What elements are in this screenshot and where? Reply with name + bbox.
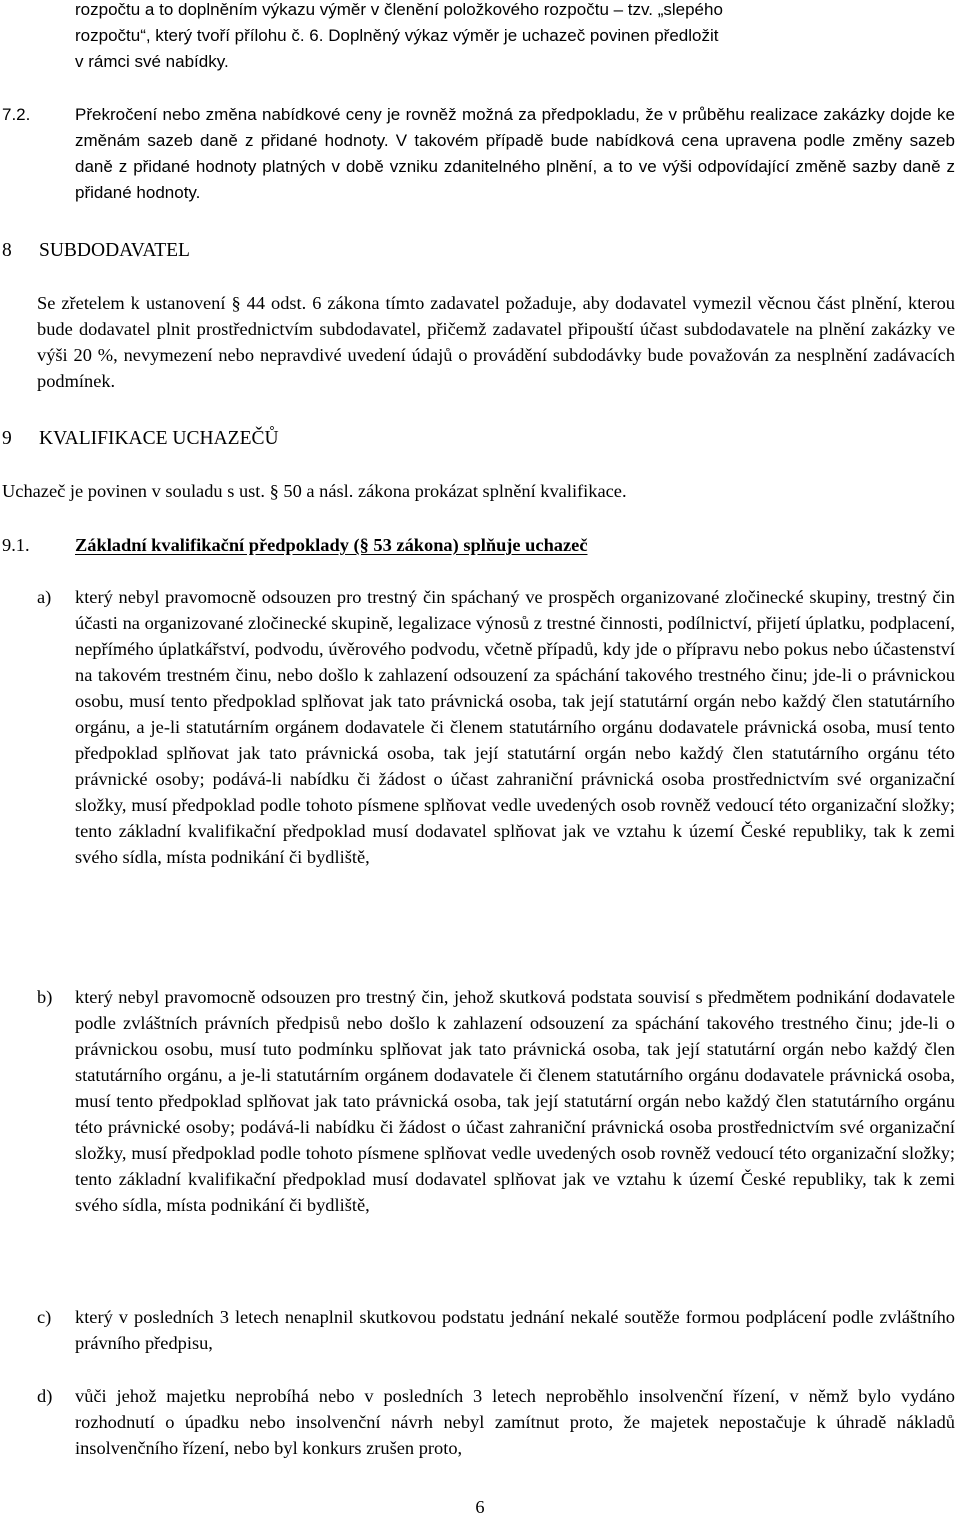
page-number: 6 [475,1497,485,1517]
item-d-label: d) [37,1386,53,1406]
intro-line-2: rozpočtu“, který tvoří přílohu č. 6. Doplněný výkaz výměr je uchazeč povinen předložit [75,26,719,45]
item-9-1-heading [2,532,587,558]
item-b-label: b) [37,987,53,1007]
intro-line-3: v rámci své nabídky. [75,52,229,71]
item-b-text: který nebyl pravomocně odsouzen pro trestný čin, jehož skutková podstata souvisí s předmětem podnikání dodavatele podle zvláštních právních předpisů nebo došlo k zahlazení odsouzení za spáchání takového trestného činu; jde-li o právnickou osobu, musí tuto podmínku splňovat jak tato právnická osoba, tak její statutární orgán nebo každý člen statutárního orgánu, a je-li statutárním orgánem dodavatele či členem statutárního orgánu dodavatele právnická osoba, musí tento předpoklad splňovat jak tato právnická osoba, tak její statutární orgán nebo každý člen statutárního orgánu této právnické osoby; podává-li nabídku či žádost o účast zahraniční právnická osoba prostřednictvím své organizační složky, musí předpoklad podle tohoto písmene splňovat vedle uvedených osob rovněž vedoucí této organizační složky; tento základní kvalifikační předpoklad musí dodavatel splňovat jak ve vztahu k území České republiky, tak k zemi svého sídla, místa podnikání či bydliště, [75,987,955,1215]
item-9-1-title: Základní kvalifikační předpoklady (§ 53 zákona) splňuje uchazeč [75,535,588,555]
intro-continuation-paragraph [75,0,955,23]
section-9-number: 9 [2,428,12,449]
item-9-1-number: 9.1. [2,535,30,555]
item-a-text: který nebyl pravomocně odsouzen pro trestný čin spáchaný ve prospěch organizované zločinecké skupiny, trestný čin účasti na organizované zločinecké skupině, legalizace výnosů z trestné činnosti, podílnictví, přijetí úplatku, podplacení, nepřímého úplatkářství, podvodu, úvěrového podvodu, včetně případů, kdy jde o přípravu nebo pokus nebo účastenství na takovém trestném činu, nebo došlo k zahlazení odsouzení za spáchání takového trestného činu; jde-li o právnickou osobu, musí tento předpoklad splňovat jak tato právnická osoba, tak její statutární orgán nebo každý člen statutárního orgánu, a je-li statutárním orgánem dodavatele či členem statutárního orgánu dodavatele právnická osoba, musí tento předpoklad splňovat jak tato právnická osoba, tak její statutární orgán nebo každý člen statutárního orgánu této právnické osoby; podává-li nabídku či žádost o účast zahraniční právnická osoba prostřednictvím své organizační složky, musí předpoklad podle tohoto písmene splňovat vedle uvedených osob rovněž vedoucí této organizační složky; tento základní kvalifikační předpoklad musí dodavatel splňovat jak ve vztahu k území České republiky, tak k zemi svého sídla, místa podnikání či bydliště, [75,587,955,867]
section-9-title: KVALIFIKACE UCHAZEČŮ [39,428,279,449]
section-8-title: SUBDODAVATEL [39,240,190,261]
section-9-text: Uchazeč je povinen v souladu s ust. § 50 a násl. zákona prokázat splnění kvalifikace. [2,481,627,501]
item-d-text: vůči jehož majetku neprobíhá nebo v posledních 3 letech neproběhlo insolvenční řízení, v němž bylo vydáno rozhodnutí o úpadku nebo insolvenční návrh nebyl zamítnut proto, že majetek nepostačuje k úhradě nákladů insolvenčního řízení, nebo byl konkurs zrušen proto, [75,1386,955,1458]
item-c-label: c) [37,1307,52,1327]
section-8-number: 8 [2,240,12,261]
section-9-heading [2,426,279,452]
text-line: rozpočtu a to doplněním výkazu výměr v členění položkového rozpočtu – tzv. „slepého [75,0,723,19]
item-c-text: který v posledních 3 letech nenaplnil skutkovou podstatu jednání nekalé soutěže formou podplácení podle zvláštního právního předpisu, [75,1307,955,1353]
section-8-heading [2,238,190,264]
section-8-text: Se zřetelem k ustanovení § 44 odst. 6 zákona tímto zadavatel požaduje, aby dodavatel vymezil věcnou část plnění, kterou bude dodavatel plnit prostřednictvím subdodavatel, přičemž zadavatel připouští účast subdodavatele na plnění zakázky ve výši 20 %, nevymezení nebo nepravdivé uvedení údajů o provádění subdodávky bude považován za nesplnění zadávacích podmínek. [37,293,955,391]
item-7-2-text: Překročení nebo změna nabídkové ceny je rovněž možná za předpokladu, že v průběhu realizace zakázky dojde ke změnám sazeb daně z přidané hodnoty. V takovém případě bude nabídková cena upravena podle změny sazeb daně z přidané hodnoty platných v době vzniku zdanitelného plnění, a to ve výši odpovídající změně sazby daně z přidané hodnoty. [75,105,955,202]
item-7-2-number: 7.2. [2,105,31,124]
item-a-label: a) [37,587,52,607]
